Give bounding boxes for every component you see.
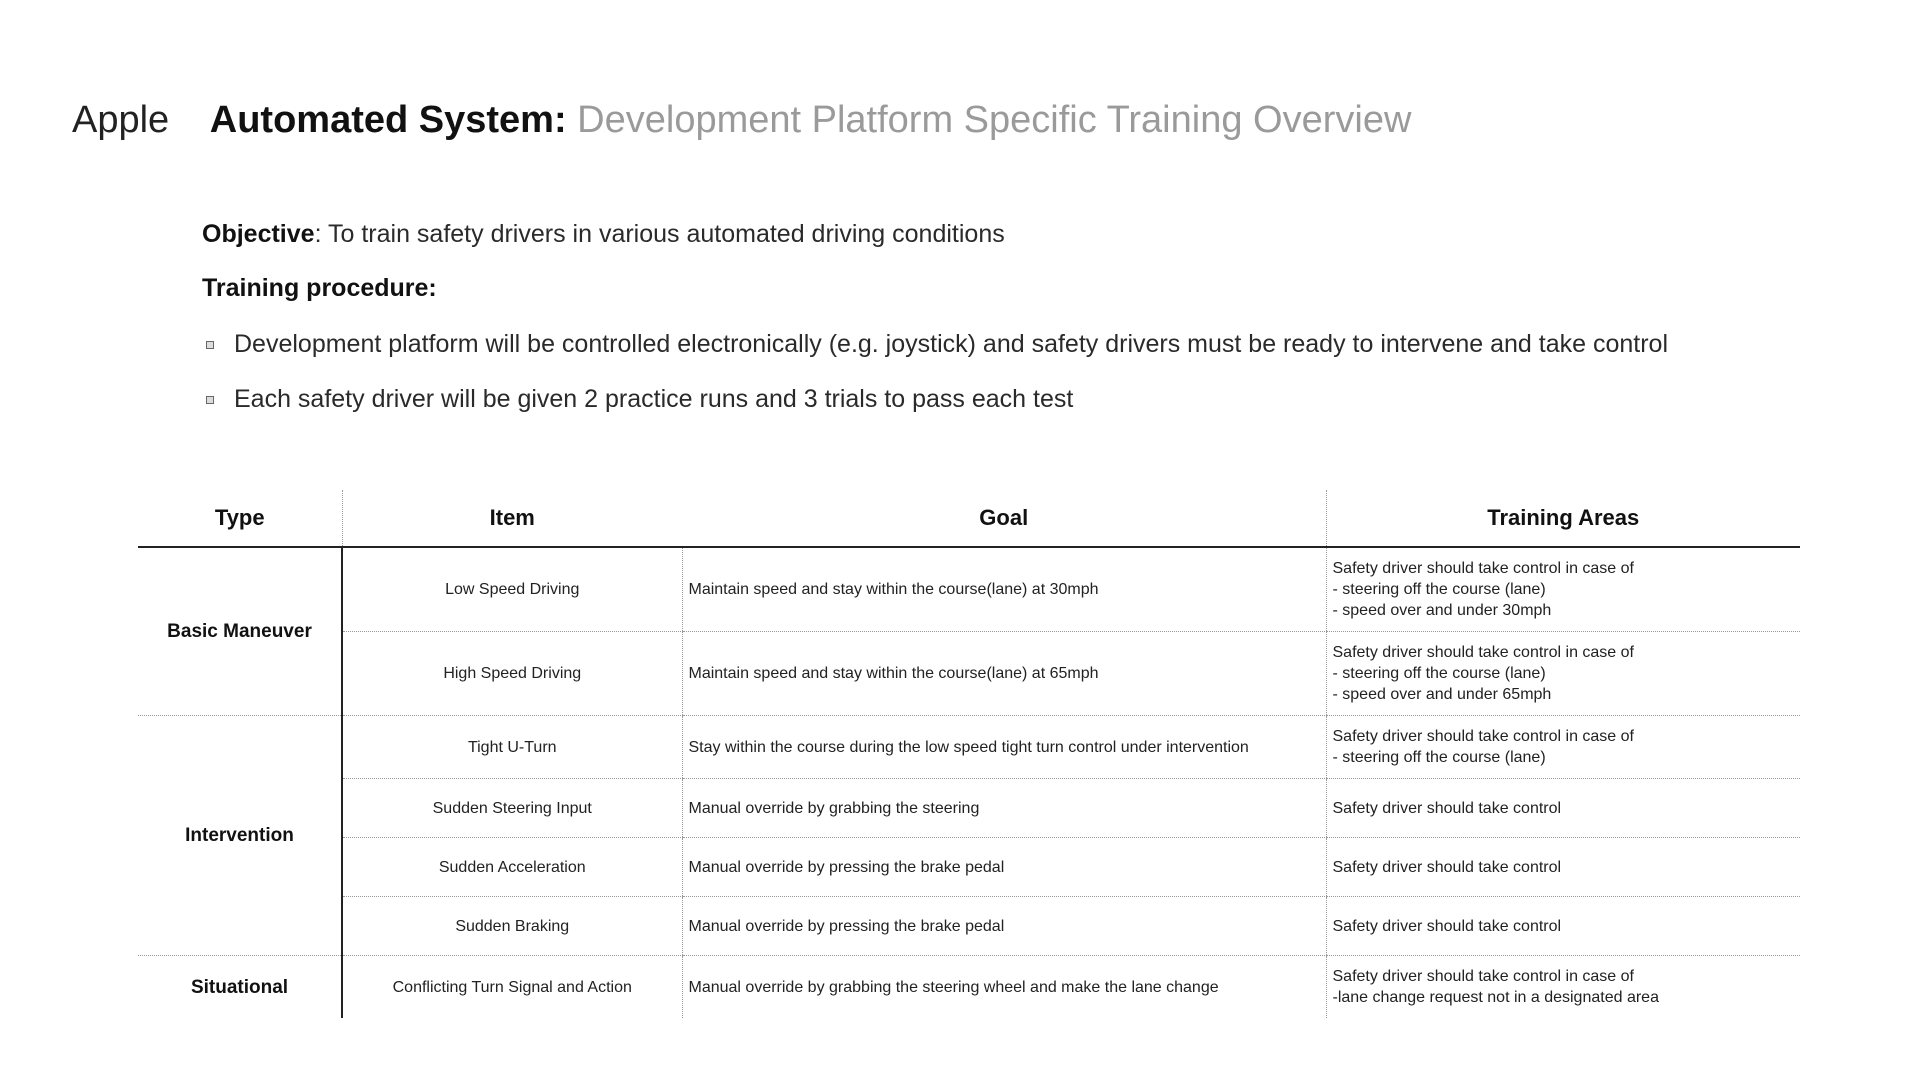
- item-cell: High Speed Driving: [342, 632, 682, 716]
- title-bold: Automated System:: [209, 99, 567, 141]
- brand-name: Apple: [72, 99, 170, 141]
- training-line: - steering off the course (lane): [1332, 581, 1546, 598]
- goal-cell: Manual override by grabbing the steering: [682, 779, 1326, 838]
- list-item: [202, 326, 1668, 381]
- bullet-text: Development platform will be controlled electronically (e.g. joystick) and safety drivers must be ready to intervene and take control: [234, 330, 1669, 358]
- item-cell: Sudden Steering Input: [342, 779, 682, 838]
- goal-cell: Manual override by pressing the brake pedal: [682, 897, 1326, 956]
- training-line: Safety driver should take control: [1332, 917, 1562, 935]
- procedure-list: [202, 326, 1668, 436]
- header-goal: Goal: [682, 490, 1326, 547]
- goal-cell: Maintain speed and stay within the course(lane) at 30mph: [682, 547, 1326, 632]
- training-line: - speed over and under 65mph: [1332, 686, 1552, 703]
- table-row: [138, 779, 1800, 838]
- table-header-row: [138, 490, 1800, 547]
- title-light: Development Platform Specific Training Overview: [577, 99, 1412, 141]
- goal-cell: Stay within the course during the low speed tight turn control under intervention: [682, 716, 1326, 779]
- list-item: [202, 381, 1668, 436]
- table-row: [138, 897, 1800, 956]
- training-line: Safety driver should take control in case of: [1332, 968, 1634, 985]
- training-line: Safety driver should take control: [1332, 858, 1562, 876]
- training-line: Safety driver should take control in case of: [1332, 560, 1634, 577]
- training-cell: [1326, 632, 1800, 716]
- table-row: [138, 632, 1800, 716]
- training-cell: [1326, 547, 1800, 632]
- header-type: Type: [138, 490, 342, 547]
- item-cell: Tight U-Turn: [342, 716, 682, 779]
- training-line: Safety driver should take control in case of: [1332, 644, 1634, 661]
- header-training-areas: Training Areas: [1326, 490, 1800, 547]
- training-line: Safety driver should take control in case of: [1332, 728, 1634, 745]
- page-title: [72, 96, 1411, 144]
- group-basic-maneuver: Basic Maneuver: [138, 547, 342, 716]
- item-cell: Conflicting Turn Signal and Action: [392, 978, 632, 996]
- training-line: Safety driver should take control: [1332, 799, 1562, 817]
- goal-cell: Manual override by pressing the brake pedal: [682, 838, 1326, 897]
- table-row: [138, 716, 1800, 779]
- table-row: [138, 838, 1800, 897]
- bullet-text: Each safety driver will be given 2 practice runs and 3 trials to pass each test: [234, 385, 1074, 413]
- table-row: [138, 956, 1800, 1019]
- training-line: - steering off the course (lane): [1332, 749, 1546, 766]
- training-table: [138, 490, 1800, 1018]
- table-row: [138, 547, 1800, 632]
- bullet-icon: [206, 396, 214, 404]
- objective: [202, 220, 1005, 249]
- bullet-icon: [206, 341, 214, 349]
- training-line: - speed over and under 30mph: [1332, 602, 1552, 619]
- training-line: -lane change request not in a designated area: [1332, 989, 1659, 1006]
- training-cell: [1326, 838, 1800, 897]
- goal-cell: Maintain speed and stay within the course(lane) at 65mph: [682, 632, 1326, 716]
- item-cell: Sudden Acceleration: [342, 838, 682, 897]
- training-cell: [1326, 779, 1800, 838]
- procedure-heading: Training procedure:: [202, 274, 437, 302]
- group-intervention: Intervention: [138, 716, 342, 956]
- header-item: Item: [342, 490, 682, 547]
- group-situational: Situational: [138, 956, 342, 1019]
- training-cell: [1326, 956, 1800, 1019]
- item-cell: Sudden Braking: [342, 897, 682, 956]
- item-cell: Low Speed Driving: [342, 547, 682, 632]
- goal-cell: Manual override by grabbing the steering wheel and make the lane change: [682, 956, 1326, 1019]
- training-cell: [1326, 716, 1800, 779]
- objective-label: Objective: [202, 220, 315, 248]
- training-cell: [1326, 897, 1800, 956]
- objective-text: : To train safety drivers in various automated driving conditions: [314, 220, 1005, 248]
- training-line: - steering off the course (lane): [1332, 665, 1546, 682]
